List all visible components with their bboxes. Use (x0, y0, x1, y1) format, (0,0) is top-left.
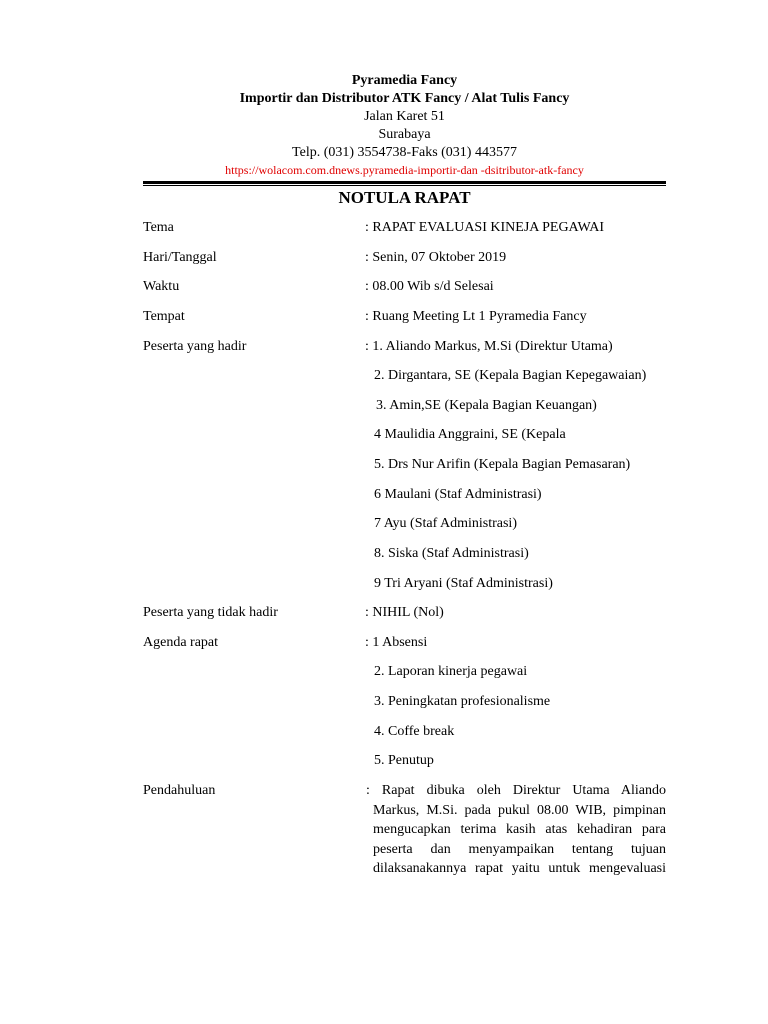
field-row-peserta-tidak-hadir (143, 603, 666, 623)
field-label: Hari/Tanggal (143, 250, 217, 265)
field-value: : 08.00 Wib s/d Selesai (365, 279, 494, 294)
attendee-item: : 1. Aliando Markus, M.Si (Direktur Utama) (365, 339, 613, 354)
paragraph-line: peserta dan menyampaikan tentang tujuan (373, 841, 666, 857)
agenda-item: : 1 Absensi (365, 635, 428, 650)
field-value: : Ruang Meeting Lt 1 Pyramedia Fancy (365, 309, 587, 324)
attendee-item: 9 Tri Aryani (Staf Administrasi) (374, 576, 553, 591)
field-row-tempat (143, 307, 666, 327)
header-divider-thick (143, 181, 666, 184)
attendee-row (143, 544, 666, 564)
field-label: Agenda rapat (143, 635, 219, 650)
attendee-row (143, 425, 666, 445)
company-city: Surabaya (378, 127, 431, 142)
paragraph-line: : Rapat dibuka oleh Direktur Utama Aliando (366, 783, 666, 798)
attendee-item: 3. Amin,SE (Kepala Bagian Keuangan) (376, 398, 597, 413)
attendee-item: 2. Dirgantara, SE (Kepala Bagian Kepegawaian) (374, 368, 647, 383)
company-url[interactable]: https://wolacom.com.dnews.pyramedia-importir-dan -dsitributor-atk-fancy (225, 163, 584, 177)
field-label: Tema (143, 220, 174, 235)
company-tagline: Importir dan Distributor ATK Fancy / Alat Tulis Fancy (239, 91, 570, 106)
attendee-row (143, 485, 666, 505)
attendee-row (143, 396, 666, 416)
pendahuluan-paragraph (366, 781, 666, 879)
paragraph-line: dilaksanakannya rapat yaitu untuk mengevaluasi (373, 861, 666, 876)
field-row-waktu (143, 277, 666, 297)
agenda-item: 3. Peningkatan profesionalisme (374, 694, 551, 709)
letterhead (143, 72, 666, 178)
field-row-peserta-hadir (143, 337, 666, 357)
field-value: : NIHIL (Nol) (365, 605, 444, 620)
attendee-row (143, 455, 666, 475)
field-row-tema (143, 218, 666, 238)
attendee-row (143, 366, 666, 386)
attendee-item: 6 Maulani (Staf Administrasi) (374, 487, 542, 502)
field-label: Pendahuluan (143, 783, 216, 798)
company-name: Pyramedia Fancy (351, 73, 458, 88)
field-label: Waktu (143, 279, 180, 294)
attendee-item: 5. Drs Nur Arifin (Kepala Bagian Pemasaran) (374, 457, 631, 472)
field-label: Peserta yang tidak hadir (143, 605, 278, 620)
agenda-row (143, 692, 666, 712)
field-label: Peserta yang hadir (143, 339, 247, 354)
company-phone: Telp. (031) 3554738-Faks (031) 443577 (292, 145, 517, 160)
agenda-item: 4. Coffe break (374, 724, 455, 739)
paragraph-line: Markus, M.Si. pada pukul 08.00 WIB, pimpinan (373, 802, 666, 818)
field-value: : Senin, 07 Oktober 2019 (365, 250, 507, 265)
attendee-item: 8. Siska (Staf Administrasi) (374, 546, 529, 561)
field-row-agenda (143, 633, 666, 653)
field-row-hari-tanggal (143, 248, 666, 268)
attendee-row (143, 574, 666, 594)
company-street: Jalan Karet 51 (364, 109, 445, 124)
document-title: NOTULA RAPAT (338, 188, 471, 207)
attendee-item: 7 Ayu (Staf Administrasi) (374, 516, 517, 531)
agenda-row (143, 722, 666, 742)
agenda-row (143, 662, 666, 682)
attendee-item: 4 Maulidia Anggraini, SE (Kepala (374, 427, 566, 442)
field-label: Tempat (143, 309, 185, 324)
attendee-row (143, 514, 666, 534)
agenda-row (143, 751, 666, 771)
agenda-item: 5. Penutup (374, 753, 434, 768)
header-divider-thin (143, 185, 666, 186)
paragraph-line: mengucapkan terima kasih atas kehadiran para (373, 822, 666, 837)
agenda-item: 2. Laporan kinerja pegawai (374, 664, 528, 679)
field-value: : RAPAT EVALUASI KINEJA PEGAWAI (365, 220, 604, 235)
